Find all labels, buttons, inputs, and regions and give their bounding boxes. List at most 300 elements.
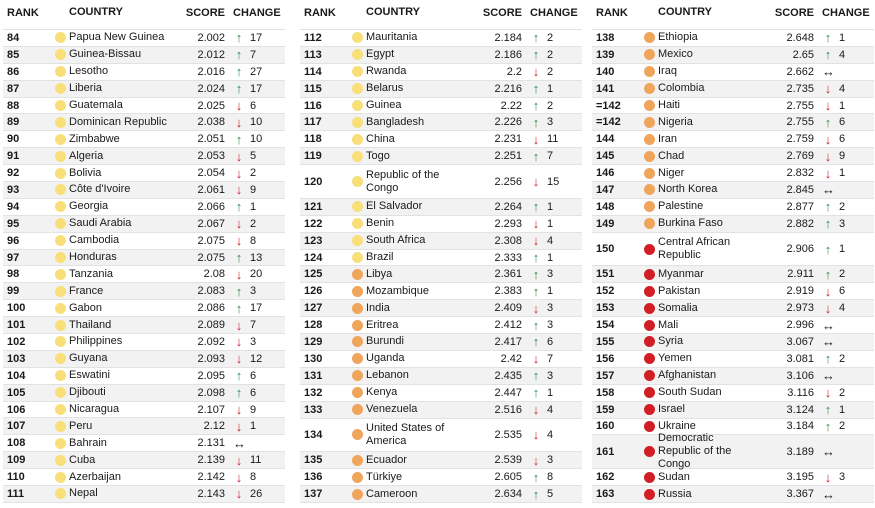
table-column-1 <box>3 0 285 508</box>
change-value: 1 <box>839 167 846 180</box>
arrow-left-right-icon: ↔ <box>822 368 835 384</box>
status-dot-icon <box>644 49 655 60</box>
table-row <box>3 402 285 419</box>
score-cell: 2.251 <box>494 150 522 163</box>
arrow-up-icon: ↑ <box>532 486 540 502</box>
status-dot-icon <box>55 49 66 60</box>
change-value: 7 <box>547 352 554 365</box>
country-cell: Mozambique <box>366 284 429 297</box>
status-dot-icon <box>55 252 66 263</box>
score-cell: 2.098 <box>197 386 225 399</box>
change-value: 11 <box>547 133 559 146</box>
change-value: 2 <box>839 200 846 213</box>
status-dot-icon <box>55 303 66 314</box>
arrow-up-icon: ↑ <box>532 199 540 215</box>
status-dot-icon <box>352 32 363 43</box>
change-value: 3 <box>547 369 554 382</box>
country-cell: Eswatini <box>69 369 110 382</box>
table-row <box>592 317 874 334</box>
table-row <box>3 182 285 199</box>
table-row <box>3 266 285 283</box>
arrow-up-icon: ↑ <box>235 385 243 401</box>
table-row <box>3 435 285 452</box>
status-dot-icon <box>55 168 66 179</box>
arrow-down-icon: ↓ <box>532 402 540 418</box>
change-cell <box>822 369 874 382</box>
score-cell: 2.882 <box>786 217 814 230</box>
score-cell: 2.648 <box>786 31 814 44</box>
change-cell <box>530 285 582 298</box>
change-cell <box>233 82 285 95</box>
table-column-2 <box>300 0 582 508</box>
arrow-down-icon: ↓ <box>235 148 243 164</box>
score-cell: 2.086 <box>197 302 225 315</box>
table-row <box>3 385 285 402</box>
rank-cell: 155 <box>596 335 615 348</box>
arrow-left-right-icon: ↔ <box>822 64 835 80</box>
table-row <box>300 250 582 267</box>
change-value: 6 <box>547 335 554 348</box>
status-dot-icon <box>644 269 655 280</box>
arrow-down-icon: ↓ <box>824 81 832 97</box>
country-cell: France <box>69 284 104 297</box>
rank-cell: 108 <box>7 437 26 450</box>
score-cell: 2.054 <box>197 167 225 180</box>
change-value: 3 <box>250 335 257 348</box>
country-cell: Gabon <box>69 301 103 314</box>
score-cell: 2.447 <box>494 386 522 399</box>
change-cell <box>822 386 874 399</box>
change-cell <box>233 234 285 247</box>
rank-cell: 149 <box>596 217 615 230</box>
status-dot-icon <box>644 286 655 297</box>
change-cell <box>530 200 582 213</box>
arrow-down-icon: ↓ <box>532 174 540 190</box>
score-cell: 2.2 <box>506 65 522 78</box>
status-dot-icon <box>352 201 363 212</box>
rank-cell: 136 <box>304 471 323 484</box>
country-cell: Cameroon <box>366 487 418 500</box>
change-cell <box>822 268 874 281</box>
arrow-up-icon: ↑ <box>532 266 540 282</box>
country-cell: Zimbabwe <box>69 132 120 145</box>
table-column-3 <box>592 0 874 508</box>
status-dot-icon <box>55 336 66 347</box>
status-dot-icon <box>352 336 363 347</box>
status-dot-icon <box>644 100 655 111</box>
table-row <box>300 165 582 199</box>
country-cell: Dominican Republic <box>69 115 167 128</box>
table-row <box>300 317 582 334</box>
table-row <box>300 486 582 503</box>
rank-header: RANK <box>596 6 628 19</box>
table-row <box>300 131 582 148</box>
status-dot-icon <box>644 303 655 314</box>
score-cell: 2.016 <box>197 65 225 78</box>
rank-cell: 150 <box>596 243 615 256</box>
table-row <box>300 419 582 453</box>
table-row <box>3 131 285 148</box>
table-row <box>300 114 582 131</box>
status-dot-icon <box>352 387 363 398</box>
country-cell: Burkina Faso <box>658 217 723 230</box>
change-cell <box>530 234 582 247</box>
arrow-down-icon: ↓ <box>235 469 243 485</box>
status-dot-icon <box>352 455 363 466</box>
score-cell: 2.662 <box>786 65 814 78</box>
change-value: 2 <box>839 420 846 433</box>
change-cell <box>822 133 874 146</box>
country-cell: Bangladesh <box>366 115 425 128</box>
change-cell <box>233 369 285 382</box>
country-cell: India <box>366 301 390 314</box>
change-cell <box>822 99 874 112</box>
table-row <box>300 402 582 419</box>
status-dot-icon <box>55 472 66 483</box>
change-value: 2 <box>547 65 554 78</box>
status-dot-icon <box>352 286 363 297</box>
change-value: 6 <box>839 133 846 146</box>
arrow-up-icon: ↑ <box>532 148 540 164</box>
change-cell <box>822 471 874 484</box>
change-header: CHANGE <box>233 6 281 19</box>
country-cell: Guyana <box>69 352 108 365</box>
score-cell: 2.409 <box>494 302 522 315</box>
rank-cell: 93 <box>7 183 20 196</box>
country-cell: Lesotho <box>69 65 109 78</box>
change-cell <box>822 116 874 129</box>
country-cell: Tanzania <box>69 267 114 280</box>
status-dot-icon <box>352 235 363 246</box>
arrow-up-icon: ↑ <box>235 300 243 316</box>
score-cell: 2.516 <box>494 403 522 416</box>
arrow-left-right-icon: ↔ <box>822 317 835 333</box>
arrow-down-icon: ↓ <box>532 131 540 147</box>
country-cell: Guinea <box>366 99 402 111</box>
change-cell <box>530 31 582 44</box>
change-cell <box>233 133 285 146</box>
table-row <box>3 81 285 98</box>
change-value: 1 <box>547 217 554 230</box>
country-cell: Togo <box>366 149 390 162</box>
status-dot-icon <box>55 404 66 415</box>
score-cell: 2.012 <box>197 48 225 61</box>
country-cell: China <box>366 132 395 145</box>
arrow-up-icon: ↑ <box>235 47 243 63</box>
score-cell: 2.131 <box>197 437 225 450</box>
change-cell <box>822 319 874 332</box>
arrow-up-icon: ↑ <box>824 216 832 232</box>
change-value: 5 <box>547 488 554 501</box>
change-value: 4 <box>547 428 554 441</box>
change-value: 6 <box>839 116 846 129</box>
arrow-down-icon: ↓ <box>824 385 832 401</box>
status-dot-icon <box>352 252 363 263</box>
score-cell: 2.139 <box>197 454 225 467</box>
country-cell: Sudan <box>658 470 690 483</box>
change-value: 3 <box>547 268 554 281</box>
country-cell: Bahrain <box>69 436 107 449</box>
change-cell <box>530 251 582 264</box>
rank-cell: 135 <box>304 454 323 467</box>
score-cell: 2.089 <box>197 319 225 332</box>
score-cell: 2.038 <box>197 116 225 129</box>
rank-header: RANK <box>304 6 336 19</box>
country-cell: El Salvador <box>366 200 423 213</box>
country-cell: Republic of the Congo <box>366 168 440 194</box>
status-dot-icon <box>352 49 363 60</box>
change-cell <box>233 302 285 315</box>
arrow-down-icon: ↓ <box>532 64 540 80</box>
table-row <box>3 486 285 503</box>
status-dot-icon <box>644 336 655 347</box>
status-dot-icon <box>644 117 655 128</box>
rank-cell: 104 <box>7 369 26 382</box>
table-row <box>300 300 582 317</box>
rank-cell: 87 <box>7 82 20 95</box>
country-cell: Palestine <box>658 200 704 213</box>
rank-cell: 102 <box>7 335 26 348</box>
rank-cell: 131 <box>304 369 323 382</box>
score-cell: 2.539 <box>494 454 522 467</box>
rank-cell: 156 <box>596 352 615 365</box>
change-cell <box>822 82 874 95</box>
country-cell: Russia <box>658 487 692 500</box>
country-cell: North Korea <box>658 183 718 196</box>
arrow-up-icon: ↑ <box>235 250 243 266</box>
arrow-up-icon: ↑ <box>235 64 243 80</box>
table-row <box>300 81 582 98</box>
table-row <box>592 81 874 98</box>
change-value: 2 <box>547 48 554 61</box>
table-row <box>300 47 582 64</box>
table-row <box>300 266 582 283</box>
change-value: 3 <box>547 302 554 315</box>
score-cell: 2.002 <box>197 31 225 44</box>
arrow-down-icon: ↓ <box>235 98 243 113</box>
table-row <box>592 131 874 148</box>
change-cell <box>233 335 285 348</box>
score-cell: 2.184 <box>494 31 522 44</box>
change-cell <box>822 200 874 213</box>
rank-cell: 158 <box>596 386 615 399</box>
country-cell: Ukraine <box>658 419 696 432</box>
country-cell: Bolivia <box>69 166 102 179</box>
change-cell <box>530 319 582 332</box>
score-cell: 2.42 <box>500 352 522 365</box>
change-cell <box>233 487 285 500</box>
arrow-left-right-icon: ↔ <box>233 435 246 451</box>
change-cell <box>233 200 285 213</box>
score-cell: 2.053 <box>197 150 225 163</box>
change-cell <box>233 268 285 281</box>
status-dot-icon <box>55 320 66 331</box>
rank-cell: 114 <box>304 65 322 78</box>
change-value: 15 <box>547 175 560 188</box>
score-cell: 3.116 <box>787 386 814 399</box>
change-value: 4 <box>547 234 554 247</box>
change-cell <box>822 48 874 61</box>
score-cell: 2.226 <box>494 116 522 129</box>
change-cell <box>530 268 582 281</box>
arrow-up-icon: ↑ <box>532 98 540 113</box>
status-dot-icon <box>644 353 655 364</box>
country-cell: Belarus <box>366 82 404 95</box>
country-cell: Democratic Republic of the Congo <box>658 432 732 471</box>
change-value: 4 <box>839 82 846 95</box>
arrow-up-icon: ↑ <box>235 131 243 147</box>
change-cell <box>233 217 285 230</box>
change-cell <box>233 251 285 264</box>
score-cell: 2.051 <box>197 133 225 146</box>
country-cell: Iraq <box>658 65 677 78</box>
change-value: 9 <box>250 403 257 416</box>
status-dot-icon <box>55 100 66 111</box>
change-cell <box>530 335 582 348</box>
change-cell <box>530 302 582 315</box>
table-row <box>592 64 874 81</box>
change-value: 3 <box>547 454 554 467</box>
arrow-down-icon: ↓ <box>235 165 243 181</box>
score-cell: 3.106 <box>786 369 814 382</box>
country-cell: Rwanda <box>366 65 407 78</box>
rank-cell: 91 <box>7 150 20 163</box>
change-value: 8 <box>250 234 257 247</box>
table-row <box>592 98 874 115</box>
country-header: COUNTRY <box>658 6 712 18</box>
score-cell: 2.066 <box>197 200 225 213</box>
status-dot-icon <box>55 66 66 77</box>
arrow-left-right-icon: ↔ <box>822 444 835 460</box>
score-cell: 2.075 <box>197 234 225 247</box>
rank-cell: 89 <box>7 116 20 129</box>
score-cell: 2.535 <box>494 428 522 441</box>
change-value: 9 <box>839 150 846 163</box>
arrow-down-icon: ↓ <box>235 317 243 333</box>
table-row <box>3 233 285 250</box>
change-value: 6 <box>839 285 846 298</box>
rank-cell: 92 <box>7 167 20 180</box>
score-cell: 2.919 <box>786 285 814 298</box>
rank-cell: 133 <box>304 403 323 416</box>
score-cell: 2.832 <box>786 167 814 180</box>
table-row <box>300 148 582 165</box>
change-cell <box>530 150 582 163</box>
country-cell: Peru <box>69 419 93 432</box>
change-cell <box>233 420 285 433</box>
status-dot-icon <box>352 353 363 364</box>
rank-cell: 161 <box>596 445 615 458</box>
country-cell: Iran <box>658 132 677 145</box>
rank-cell: 139 <box>596 48 615 61</box>
change-value: 1 <box>839 243 846 256</box>
table-row <box>3 334 285 351</box>
status-dot-icon <box>55 117 66 128</box>
change-value: 17 <box>250 302 263 315</box>
score-cell: 2.361 <box>494 268 522 281</box>
country-cell: Mexico <box>658 48 693 61</box>
country-cell: Afghanistan <box>658 369 717 382</box>
change-value: 1 <box>547 251 554 264</box>
table-row <box>592 283 874 300</box>
status-dot-icon <box>55 387 66 398</box>
score-cell: 2.075 <box>197 251 225 264</box>
score-cell: 3.195 <box>786 471 814 484</box>
change-cell <box>822 420 874 433</box>
table-row <box>3 148 285 165</box>
change-cell <box>530 488 582 501</box>
score-cell: 2.435 <box>494 369 522 382</box>
status-dot-icon <box>644 184 655 195</box>
score-cell: 2.417 <box>494 335 522 348</box>
rank-cell: 137 <box>304 488 323 501</box>
status-dot-icon <box>55 134 66 145</box>
status-dot-icon <box>352 472 363 483</box>
country-cell: Thailand <box>69 318 112 331</box>
table-row <box>300 368 582 385</box>
score-cell: 3.124 <box>786 403 814 416</box>
status-dot-icon <box>352 83 363 94</box>
arrow-up-icon: ↑ <box>824 30 832 46</box>
table-row <box>300 216 582 233</box>
change-cell <box>233 437 285 450</box>
arrow-down-icon: ↓ <box>824 165 832 181</box>
table-row <box>300 199 582 216</box>
rank-cell: 112 <box>304 31 322 44</box>
rank-cell: 95 <box>7 217 20 230</box>
status-dot-icon <box>644 472 655 483</box>
arrow-up-icon: ↑ <box>532 334 540 350</box>
arrow-up-icon: ↑ <box>824 241 832 257</box>
country-cell: South Sudan <box>658 386 722 399</box>
change-cell <box>822 243 874 256</box>
rank-cell: 110 <box>7 471 25 484</box>
rank-cell: 130 <box>304 352 323 365</box>
score-cell: 2.333 <box>494 251 522 264</box>
arrow-down-icon: ↓ <box>235 402 243 418</box>
status-dot-icon <box>644 489 655 500</box>
arrow-up-icon: ↑ <box>235 30 243 46</box>
rank-cell: 101 <box>7 319 26 332</box>
change-value: 1 <box>839 99 846 112</box>
table-row <box>592 351 874 368</box>
status-dot-icon <box>55 32 66 43</box>
change-cell <box>233 65 285 78</box>
status-dot-icon <box>644 168 655 179</box>
change-cell <box>530 471 582 484</box>
table-row <box>592 469 874 486</box>
table-row <box>3 64 285 81</box>
table-row <box>3 300 285 317</box>
change-cell <box>233 471 285 484</box>
score-cell: 2.996 <box>786 319 814 332</box>
country-cell: Chad <box>658 149 685 162</box>
country-header: COUNTRY <box>366 6 420 18</box>
change-value: 26 <box>250 487 263 500</box>
country-cell: Cuba <box>69 453 96 466</box>
change-value: 1 <box>839 31 846 44</box>
score-header: SCORE <box>774 6 814 19</box>
arrow-up-icon: ↑ <box>824 266 832 282</box>
change-cell <box>233 31 285 44</box>
rank-cell: 151 <box>596 268 615 281</box>
arrow-up-icon: ↑ <box>824 351 832 367</box>
status-dot-icon <box>55 353 66 364</box>
score-cell: 2.216 <box>494 82 522 95</box>
change-value: 5 <box>250 150 257 163</box>
score-cell: 2.083 <box>197 285 225 298</box>
status-dot-icon <box>55 421 66 432</box>
